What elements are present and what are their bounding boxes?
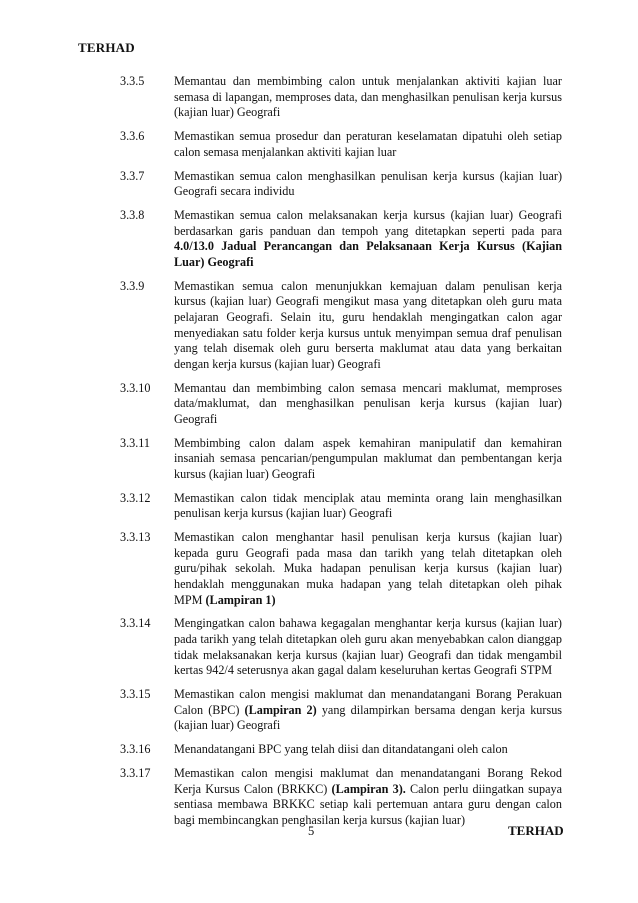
item-text [174,766,562,828]
item-text [174,169,562,200]
item-text-run: Memastikan calon menghantar hasil penulisan kerja kursus (kajian luar) kepada guru Geografi pada masa dan tarikh yang telah ditetapkan oleh guru/pihak sekolah. Muka hadapan penulisan kerja kursus (kajian luar) hendaklah menggunakan muka hadapan yang telah ditetapkan oleh pihak MPM [174,530,562,607]
list-item [120,381,562,428]
item-text-run: Membimbing calon dalam aspek kemahiran manipulatif dan kemahiran insaniah semasa pencarian/pengumpulan maklumat dan pembentangan kerja kursus (kajian luar) Geografi [174,435,562,481]
list-item [120,616,562,678]
list-item [120,766,562,828]
item-text-run: Memastikan semua prosedur dan peraturan keselamatan dipatuhi oleh setiap calon semasa menjalankan aktiviti kajian luar [174,129,562,159]
list-item [120,687,562,734]
list-item [120,169,562,200]
item-text-bold: (Lampiran 3). [331,781,406,796]
item-text-run: yang dilampirkan bersama dengan kerja kursus (kajian luar) Geografi [174,702,563,733]
item-text [174,208,562,270]
item-number: 3.3.10 [120,380,151,395]
list-item [120,74,562,121]
item-text-run: Calon perlu diingatkan supaya sentiasa membawa BRKKC setiap kali pertemuan antara guru dengan calon bagi membincangkan penghasilan kerja kursus (kajian luar) [174,781,562,827]
item-text-run: Memastikan calon mengisi maklumat dan menandatangani Borang Rekod Kerja Kursus Calon (BRKKC) [174,766,562,796]
list-item [120,742,562,758]
item-text [174,74,562,121]
classification-footer: TERHAD [508,823,564,838]
item-text-run: Memastikan semua calon melaksanakan kerja kursus (kajian luar) Geografi berdasarkan garis panduan dan tempoh yang ditetapkan seperti pada para [174,208,562,238]
list-item [120,491,562,522]
item-text-run: Memantau dan membimbing calon untuk menjalankan aktiviti kajian luar semasa di lapangan, memproses data, dan menghasilkan penulisan kerja kursus (kajian luar) Geografi [174,74,562,120]
item-text-bold: (Lampiran 2) [244,702,317,717]
item-number: 3.3.11 [120,435,151,450]
item-number: 3.3.17 [120,766,151,781]
list-item [120,436,562,483]
item-text [174,530,562,608]
item-text-run: Memastikan semua calon menunjukkan kemajuan dalam penulisan kerja kursus (kajian luar) Geografi mengikut masa yang ditetapkan oleh guru mata pelajaran Geografi. Selain itu, guru hendaklah mengingatkan calon agar menyediakan satu folder kerja kursus untuk menyimpan semua draf penulisan yang telah disemak oleh guru berserta maklumat atau data yang berkaitan dengan kerja kursus (kajian luar) Geografi [174,278,562,371]
list-item [120,129,562,160]
item-number: 3.3.5 [120,74,145,88]
item-text-run: Memantau dan membimbing calon semasa mencari maklumat, memproses data/maklumat, dan menghasilkan penulisan kerja kursus (kajian luar) Geografi [174,380,562,426]
item-text-bold: 4.0/13.0 Jadual Perancangan dan Pelaksanaan Kerja Kursus (Kajian Luar) Geografi [174,239,562,269]
item-number: 3.3.8 [120,208,145,223]
list-item [120,279,562,373]
item-number: 3.3.15 [120,687,151,702]
item-number: 3.3.16 [120,742,151,757]
item-text-run: Menandatangani BPC yang telah diisi dan ditandatangani oleh calon [174,742,508,757]
item-text [174,687,562,734]
item-text [174,742,562,758]
item-number: 3.3.6 [120,129,145,144]
item-number: 3.3.7 [120,168,145,183]
list-item [120,208,562,270]
page-number: 5 [308,824,315,838]
item-text [174,436,562,483]
item-number: 3.3.12 [120,490,151,505]
item-number: 3.3.13 [120,530,151,545]
item-text-bold: (Lampiran 1) [205,592,276,607]
item-number: 3.3.9 [120,278,145,293]
item-text-run: Memastikan semua calon menghasilkan penulisan kerja kursus (kajian luar) Geografi secara individu [174,168,562,199]
classification-header: TERHAD [78,40,135,55]
item-text [174,381,562,428]
item-number: 3.3.14 [120,616,151,631]
item-text [174,279,562,373]
item-text-run: Memastikan calon tidak menciplak atau meminta orang lain menghasilkan penulisan kerja kursus (kajian luar) Geografi [174,490,562,521]
item-text [174,129,562,160]
item-text-run: Mengingatkan calon bahawa kegagalan menghantar kerja kursus (kajian luar) pada tarikh yang telah ditetapkan oleh guru akan menyebabkan calon dianggap tidak melaksanakan kerja kursus (kajian luar) Geografi dan tidak mengambil kertas 942/4 seterusnya akan gagal dalam keseluruhan kertas Geografi STPM [174,616,562,678]
list-item [120,530,562,608]
item-text-run: Memastikan calon mengisi maklumat dan menandatangani Borang Perakuan Calon (BPC) [174,687,562,717]
item-text [174,616,562,678]
item-text [174,491,562,522]
numbered-list [120,74,562,837]
